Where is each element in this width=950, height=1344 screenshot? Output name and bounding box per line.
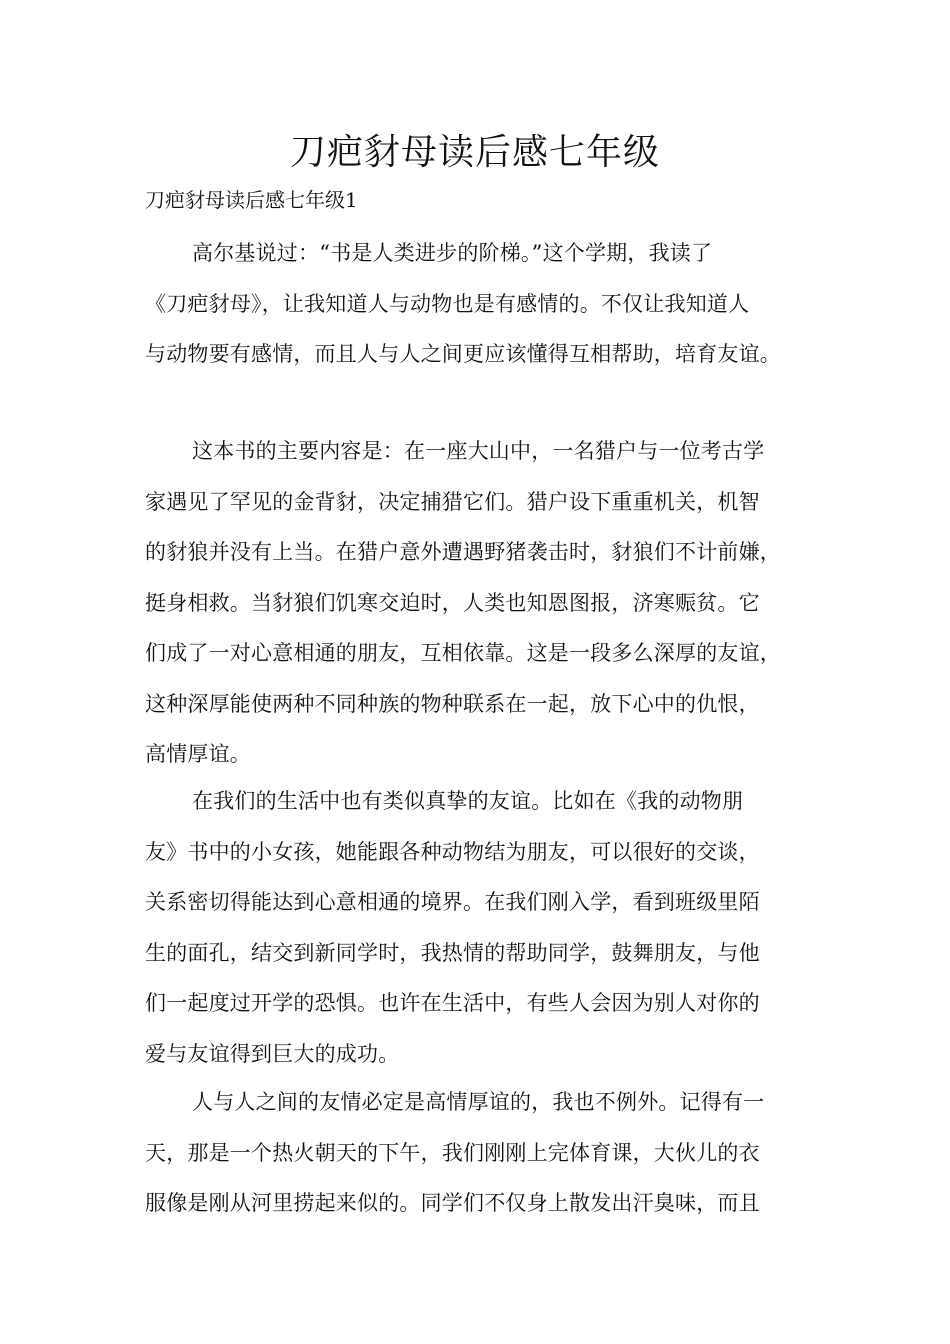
text-line: 的豺狼并没有上当。在猎户意外遭遇野猪袭击时，豺狼们不计前嫌， <box>145 540 781 564</box>
paragraph-2 <box>145 426 825 780</box>
text-line: 关系密切得能达到心意相通的境界。在我们刚入学，看到班级里陌 <box>145 890 760 914</box>
text-line: 与动物要有感情，而且人与人之间更应该懂得互相帮助，培育友谊。 <box>145 342 781 366</box>
text-line: 这本书的主要内容是：在一座大山中，一名猎户与一位考古学 <box>192 439 765 463</box>
text-line: 人与人之间的友情必定是高情厚谊的，我也不例外。记得有一 <box>192 1090 765 1114</box>
text-line: 服像是刚从河里捞起来似的。同学们不仅身上散发出汗臭味，而且 <box>145 1191 760 1215</box>
text-line: 在我们的生活中也有类似真挚的友谊。比如在《我的动物朋 <box>192 789 744 813</box>
paragraph-1 <box>145 228 825 380</box>
text-line: 爱与友谊得到巨大的成功。 <box>145 1041 400 1066</box>
text-line: 家遇见了罕见的金背豺，决定捕猎它们。猎户设下重重机关，机智 <box>145 489 760 514</box>
text-line: 生的面孔，结交到新同学时，我热情的帮助同学，鼓舞朋友，与他 <box>145 940 760 965</box>
text-line: 天，那是一个热火朝天的下午，我们刚刚上完体育课，大伙儿的衣 <box>145 1140 760 1165</box>
document-title: 刀疤豺母读后感七年级 <box>289 132 660 173</box>
text-line: 高尔基说过：“书是人类进步的阶梯。”这个学期，我读了 <box>192 241 713 265</box>
text-line: 友》书中的小女孩，她能跟各种动物结为朋友，可以很好的交谈， <box>145 839 760 864</box>
document-subtitle: 刀疤豺母读后感七年级1 <box>145 188 358 212</box>
text-line: 们成了一对心意相通的朋友，互相依靠。这是一段多么深厚的友谊， <box>145 641 781 665</box>
paragraph-3 <box>145 776 825 1079</box>
text-line: 高情厚谊。 <box>145 742 251 766</box>
text-line: 们一起度过开学的恐惧。也许在生活中，有些人会因为别人对你的 <box>145 991 760 1015</box>
paragraph-4 <box>145 1077 825 1229</box>
text-line: 这种深厚能使两种不同种族的物种联系在一起，放下心中的仇恨， <box>145 691 760 716</box>
text-line: 挺身相救。当豺狼们饥寒交迫时，人类也知恩图报，济寒赈贫。它 <box>145 590 760 615</box>
text-line: 《刀疤豺母》，让我知道人与动物也是有感情的。不仅让我知道人 <box>145 291 750 316</box>
